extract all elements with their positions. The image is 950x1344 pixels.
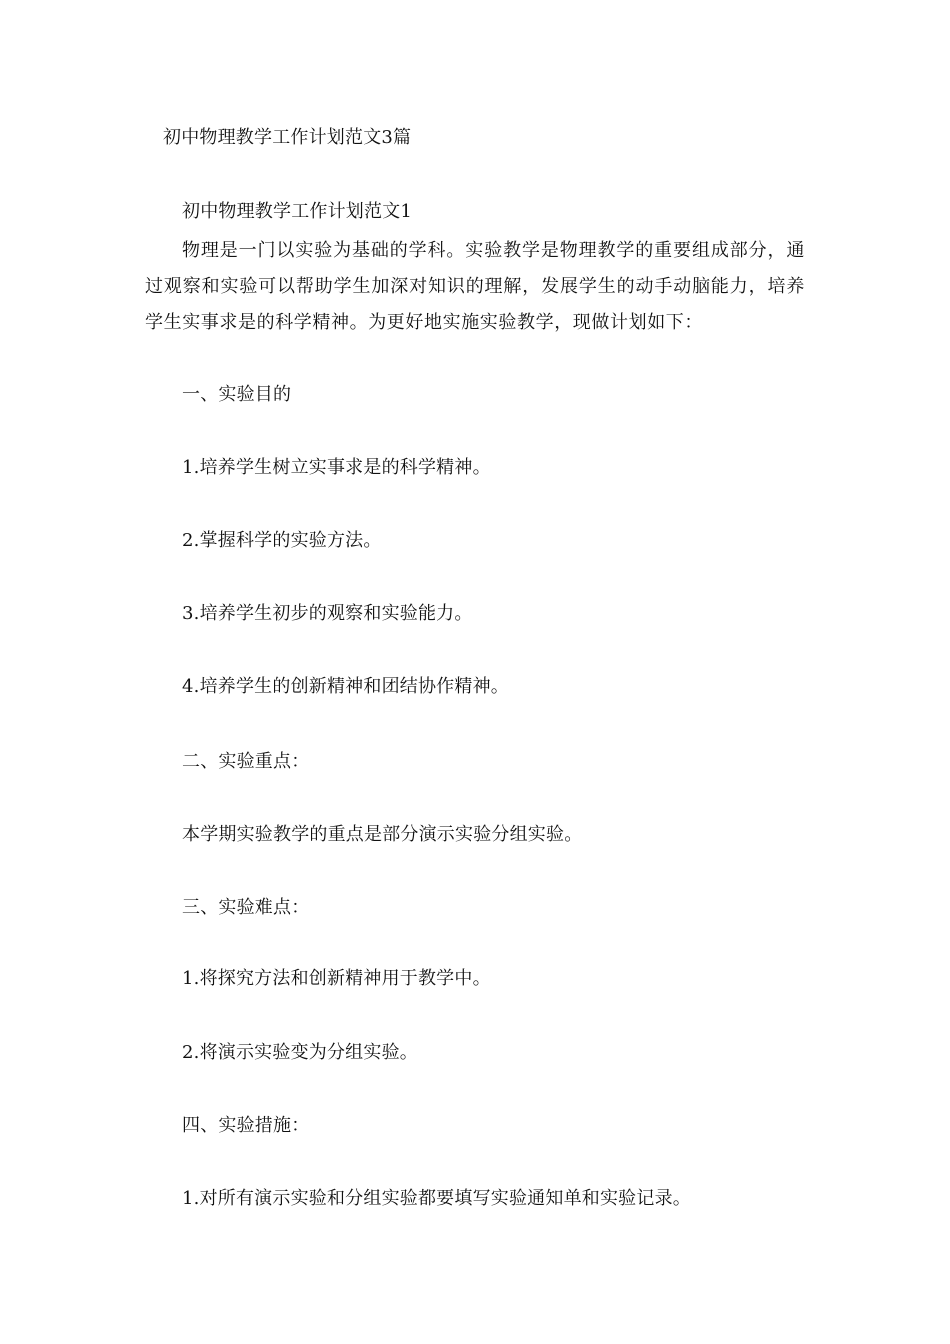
list-item: 2.将演示实验变为分组实验。: [182, 1042, 418, 1063]
list-item: 1.对所有演示实验和分组实验都要填写实验通知单和实验记录。: [182, 1188, 691, 1209]
list-item: 3.培养学生初步的观察和实验能力。: [182, 603, 473, 624]
document-subtitle: 初中物理教学工作计划范文1: [182, 201, 413, 222]
section-heading-difficulty: 三、实验难点：: [182, 897, 310, 918]
list-item: 1.将探究方法和创新精神用于教学中。: [182, 968, 491, 989]
list-item: 4.培养学生的创新精神和团结协作精神。: [182, 676, 509, 697]
list-item: 本学期实验教学的重点是部分演示实验分组实验。: [182, 824, 583, 845]
list-item: 1.培养学生树立实事求是的科学精神。: [182, 457, 491, 478]
section-heading-focus: 二、实验重点：: [182, 751, 310, 772]
section-heading-purpose: 一、实验目的: [182, 384, 292, 405]
list-item: 2.掌握科学的实验方法。: [182, 530, 382, 551]
section-heading-measures: 四、实验措施：: [182, 1115, 310, 1136]
intro-paragraph: 物理是一门以实验为基础的学科。实验教学是物理教学的重要组成部分，通过观察和实验可以帮助学生加深对知识的理解，发展学生的动手动脑能力，培养学生实事求是的科学精神。为更好地实施实验教学，现做计划如下：: [145, 240, 805, 333]
document-title: 初中物理教学工作计划范文3篇: [163, 127, 412, 148]
